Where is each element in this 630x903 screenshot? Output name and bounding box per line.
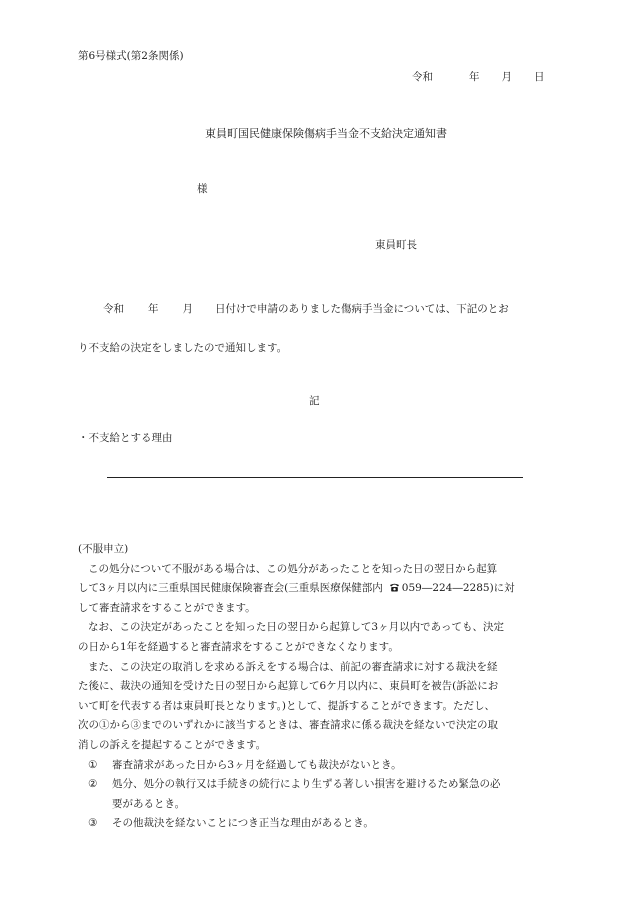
phone-icon: [389, 583, 400, 592]
appeal-p1-line2: [78, 579, 553, 599]
appeal-p3-line5: 消しの訴えを提起することができます。: [78, 738, 267, 751]
appeal-p1-line1: この処分について不服がある場合は、この処分があったことを知った日の翌日から起算: [88, 562, 498, 575]
body-line-1-text: 日付けで申請のありました傷病手当金については、下記のとお: [215, 303, 509, 315]
item-text: その他裁決を経ないことにつき正当な理由があるとき。: [112, 817, 374, 830]
appeal-p3-line4: 次の①から③までのいずれかに該当するときは、審査請求に係る裁決を経ないで決定の取: [78, 719, 498, 732]
appeal-p2-line2: の日から1年を経過すると審査請求をすることができなくなります。: [78, 640, 399, 653]
item-text: 処分、処分の執行又は手続きの続行により生ずる著しい損害を避けるため緊急の必: [112, 778, 501, 791]
appeal-p3-line1: また、この決定の取消しを求める訴えをする場合は、前記の審査請求に対する裁決を経: [88, 660, 498, 673]
appeal-p2-line1: なお、この決定があったことを知った日の翌日から起算して3ヶ月以内であっても、決定: [88, 621, 504, 634]
appeal-p3-line3: いて町を代表する者は東員町長となります。)として、提訴することができます。ただし、: [78, 699, 495, 712]
reason-label: ・不支給とする理由: [78, 432, 173, 444]
appeal-p1-line2-text: して3ヶ月以内に三重県国民健康保険審査会(三重県医療保健部内: [78, 582, 383, 595]
body-line-2: り不支給の決定をしましたので通知します。: [78, 342, 288, 354]
item-text: 審査請求があった日から3ヶ月を経過しても裁決がないとき。: [112, 758, 402, 771]
date-era: 令和: [412, 71, 433, 83]
body-year: 年: [148, 303, 159, 315]
date-year: 年: [469, 71, 480, 83]
document-title: 東員町国民健康保険傷病手当金不支給決定通知書: [205, 127, 447, 140]
appeal-item-1: [78, 756, 553, 776]
appeal-section: [78, 540, 553, 834]
appeal-heading: (不服申立): [78, 543, 129, 555]
reason-underline: [107, 477, 523, 478]
body-era: 令和: [103, 303, 124, 315]
item-number: ③: [88, 817, 98, 830]
body-line-1: [103, 301, 509, 316]
date-day: 日: [534, 71, 545, 83]
appeal-item-2-cont: 要があるとき。: [112, 797, 186, 810]
appeal-phone-number: 059―224―2285)に対: [401, 582, 515, 595]
appeal-p1-line3: して審査請求をすることができます。: [78, 601, 256, 614]
issuer-name: 東員町長: [375, 239, 417, 251]
ki-marker: 記: [309, 395, 320, 407]
date-line: [412, 69, 545, 84]
form-number: 第6号様式(第2条関係): [78, 50, 184, 62]
addressee-suffix: 様: [197, 183, 208, 195]
appeal-item-2: [78, 775, 553, 795]
item-number: ①: [88, 758, 98, 771]
appeal-item-3: [78, 814, 553, 834]
appeal-p3-line2: た後に、裁決の通知を受けた日の翌日から起算して6ケ月以内に、東員町を被告(訴訟にお: [78, 680, 499, 693]
body-month: 月: [182, 303, 193, 315]
date-month: 月: [501, 71, 512, 83]
item-number: ②: [88, 778, 98, 791]
